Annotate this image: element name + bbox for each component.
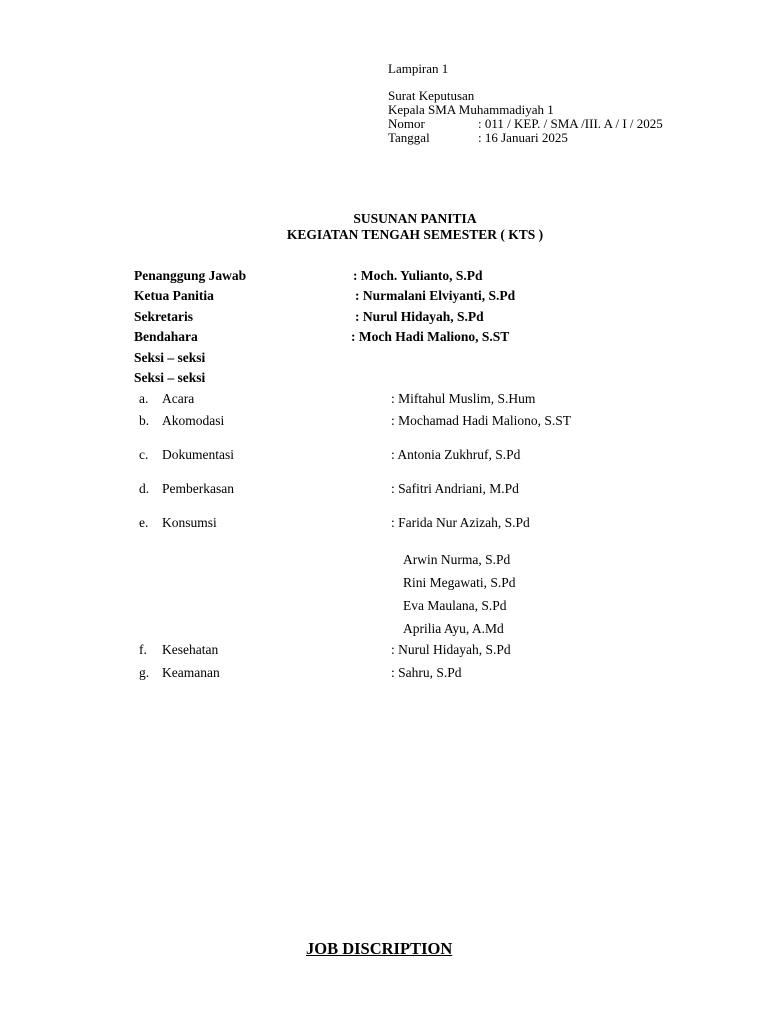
- list-item-person: : Sahru, S.Pd: [391, 665, 462, 680]
- officer-role-ketua: Ketua Panitia: [134, 288, 214, 303]
- date-value: : 16 Januari 2025: [478, 130, 568, 145]
- list-item-person: : Miftahul Muslim, S.Hum: [391, 391, 536, 406]
- issuer-label: Kepala SMA Muhammadiyah 1: [388, 102, 554, 117]
- list-item-letter: f.: [139, 642, 147, 657]
- date-label: Tanggal: [388, 130, 430, 145]
- officer-name-sekretaris: : Nurul Hidayah, S.Pd: [355, 309, 484, 324]
- list-item-letter: c.: [139, 447, 149, 462]
- job-description-heading: JOB DISCRIPTION: [306, 939, 453, 958]
- list-item-section: Pemberkasan: [162, 481, 234, 496]
- list-item-section: Akomodasi: [162, 413, 225, 428]
- list-item-letter: e.: [139, 515, 149, 530]
- officer-role-sekretaris: Sekretaris: [134, 309, 193, 324]
- list-item-letter: b.: [139, 413, 150, 428]
- number-value: : 011 / KEP. / SMA /III. A / I / 2025: [478, 116, 663, 131]
- konsumsi-member: Eva Maulana, S.Pd: [403, 598, 507, 613]
- list-item-person: : Antonia Zukhruf, S.Pd: [391, 447, 521, 462]
- officer-name-penanggung-jawab: : Moch. Yulianto, S.Pd: [353, 268, 483, 283]
- list-item-section: Dokumentasi: [162, 447, 234, 462]
- list-item-person: : Nurul Hidayah, S.Pd: [391, 642, 511, 657]
- list-item-section: Acara: [162, 391, 195, 406]
- number-label: Nomor: [388, 116, 425, 131]
- list-item-section: Kesehatan: [162, 642, 219, 657]
- section-heading: Seksi – seksi: [134, 370, 206, 385]
- attachment-label: Lampiran 1: [388, 61, 449, 76]
- officer-role-penanggung-jawab: Penanggung Jawab: [134, 268, 247, 283]
- list-item-letter: g.: [139, 665, 150, 680]
- list-item-letter: d.: [139, 481, 150, 496]
- document-title: SUSUNAN PANITIA: [353, 211, 477, 226]
- document-subtitle: KEGIATAN TENGAH SEMESTER ( KTS ): [286, 227, 544, 242]
- list-item-person: : Safitri Andriani, M.Pd: [391, 481, 519, 496]
- list-item-person: : Farida Nur Azizah, S.Pd: [391, 515, 530, 530]
- section-heading: Seksi – seksi: [134, 350, 206, 365]
- konsumsi-member: Arwin Nurma, S.Pd: [403, 552, 511, 567]
- list-item-person: : Mochamad Hadi Maliono, S.ST: [391, 413, 571, 428]
- officer-name-ketua: : Nurmalani Elviyanti, S.Pd: [355, 288, 516, 303]
- list-item-section: Konsumsi: [162, 515, 217, 530]
- decree-label: Surat Keputusan: [388, 88, 475, 103]
- officer-role-bendahara: Bendahara: [134, 329, 198, 344]
- konsumsi-member: Rini Megawati, S.Pd: [403, 575, 516, 590]
- officer-name-bendahara: : Moch Hadi Maliono, S.ST: [351, 329, 510, 344]
- list-item-letter: a.: [139, 391, 149, 406]
- konsumsi-member: Aprilia Ayu, A.Md: [403, 621, 504, 636]
- list-item-section: Keamanan: [162, 665, 220, 680]
